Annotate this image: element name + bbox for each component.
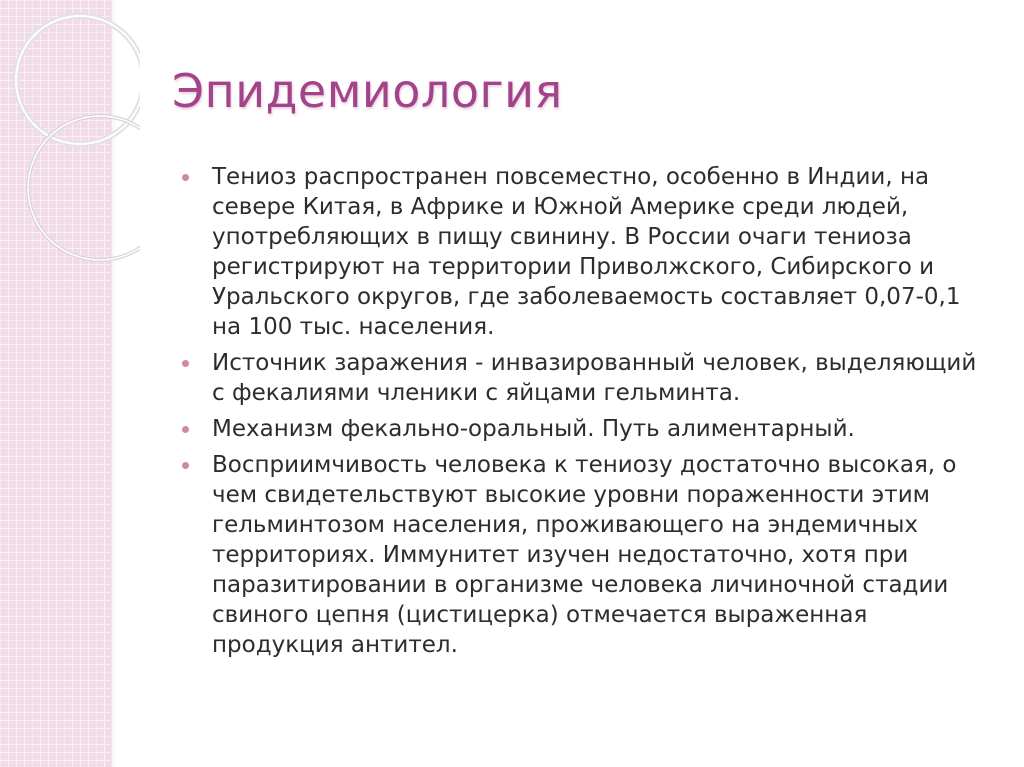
bullet-item-mechanism — [182, 414, 992, 444]
slide-title: Эпидемиология — [172, 64, 563, 118]
decorative-rings — [0, 0, 140, 270]
ring-lower — [28, 116, 140, 260]
bullet-item-susceptibility — [182, 450, 992, 660]
bullet-text: Источник заражения - инвазированный человек, выделяющий с фекалиями членики с яйцами гельминта. — [212, 350, 977, 406]
bullet-dot-icon — [182, 360, 189, 367]
bullet-item-prevalence — [182, 162, 992, 342]
bullet-dot-icon — [182, 462, 189, 469]
bullet-dot-icon — [182, 174, 189, 181]
bullet-text: Восприимчивость человека к тениозу достаточно высокая, о чем свидетельствуют высокие уровни пораженности этим гельминтозом населения, проживающего на эндемичных территориях. Иммунитет изучен недостаточно, хотя при паразитировании в организме человека личиночной стадии свиного цепня (цистицерка) отмечается выраженная продукция антител. — [212, 452, 957, 658]
bullet-text: Механизм фекально-оральный. Путь алиментарный. — [212, 416, 855, 442]
bullet-dot-icon — [182, 426, 189, 433]
bullet-item-source — [182, 348, 992, 408]
bullet-text: Тениоз распространен повсеместно, особенно в Индии, на севере Китая, в Африке и Южной Америке среди людей, употребляющих в пищу свинину. В России очаги тениоза регистрируют на территории Приволжского, Сибирского и Уральского округов, где заболеваемость составляет 0,07-0,1 на 100 тыс. населения. — [212, 164, 961, 340]
ring-lower-highlight — [28, 116, 140, 260]
bullet-list — [182, 162, 992, 666]
